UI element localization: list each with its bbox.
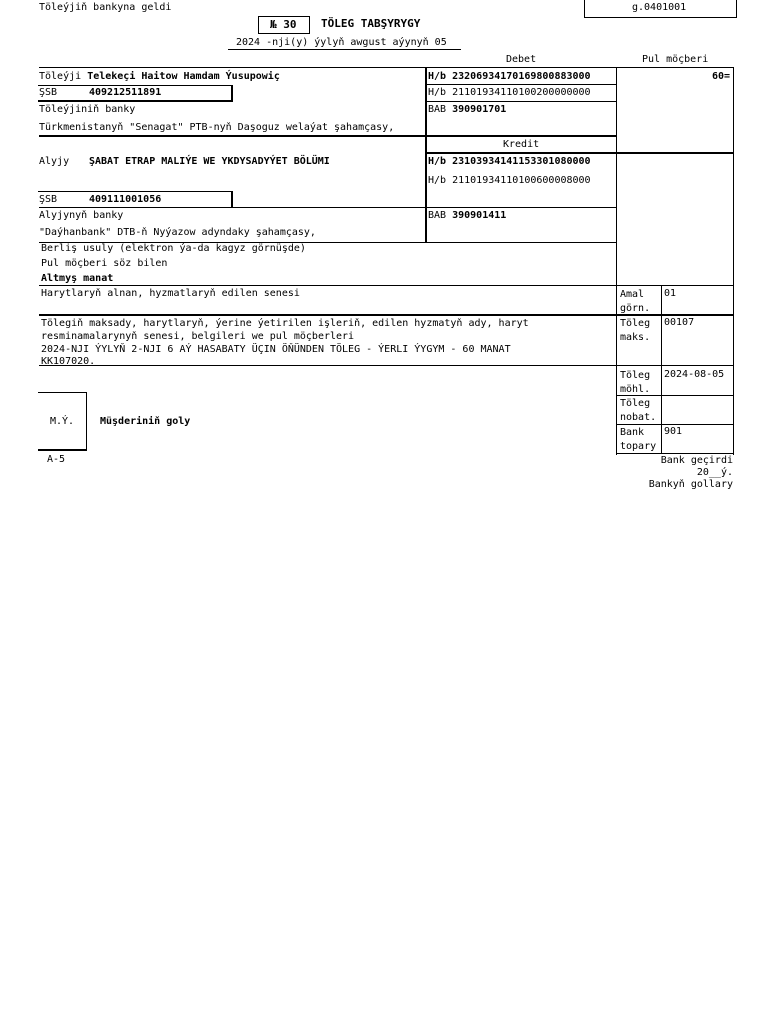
received-label: Töleýjiň bankyna geldi: [39, 2, 172, 13]
payee-corr-row: [428, 175, 591, 187]
doc-number: № 30: [270, 18, 297, 31]
payee-corr-account: 21101934110100600008000: [452, 175, 591, 186]
payee-corr-label: H/b: [428, 175, 447, 186]
grid-top-line: [39, 67, 734, 68]
debit-header: Debet: [506, 54, 537, 65]
grid-vline-middle: [616, 67, 617, 455]
payer-row: [39, 71, 280, 83]
purpose-label: Tölegiň maksady, harytlaryň, ýerine ýetirilen işleriň, edilen hyzmatyň ady, haryt resminamalarynyň senesi, belgileri we pul möçberleri: [41, 318, 529, 342]
payee-account-label: H/b: [428, 156, 447, 167]
payer-bank-name: Türkmenistanyň "Senagat" PTB-nyň Daşoguz welaýat şahamçasy,: [39, 122, 395, 133]
payee-account-row: [428, 156, 591, 168]
grid-vline-left: [425, 67, 427, 243]
date-underline: [228, 49, 461, 50]
payee-bank-name: "Daýhanbank" DTB-ň Nyýazow adyndaky şahamçasy,: [39, 227, 316, 238]
stamp-label: M.Ý.: [50, 416, 75, 427]
form-id: A-5: [47, 454, 66, 465]
grid-line-d: [425, 152, 734, 154]
side-value-operation-type: 01: [664, 288, 677, 299]
payer-corr-row: [428, 87, 591, 99]
side-label-payment-order: Töleg nobat.: [620, 398, 657, 423]
payer-ssb: 409212511891: [89, 87, 162, 98]
side-value-payment-purpose: 00107: [664, 317, 695, 328]
side-label-bank-group: Bank topary: [620, 427, 657, 452]
payer-account-label: H/b: [428, 71, 447, 82]
payee-bank-label: Alyjynyň banky: [39, 210, 124, 221]
side-value-bank-group: 901: [664, 426, 683, 437]
purpose-text: 2024-NJI ÝYLYŇ 2-NJI 6 AÝ HASABATY ÜÇIN ÖŇÜNDEN TÖLEG - ÝERLI ÝYGYM - 60 MANAT KK107020.: [41, 344, 511, 367]
grid-line-b: [425, 101, 616, 102]
side-label-operation-type: Amal görn.: [620, 289, 651, 314]
payee-ssb-label: ŞSB: [39, 194, 58, 205]
side-vline-top: [661, 285, 662, 365]
bank-processed-label: Bank geçirdi: [660, 455, 733, 466]
payee-bab-label: BAB: [428, 210, 447, 221]
bank-year-blank: 20__ý.: [696, 467, 733, 478]
payment-amount: 60=: [712, 71, 731, 82]
payer-corr-account: 21101934110100200000000: [452, 87, 591, 98]
doc-date: 2024 -nji(y) ýylyň awgust aýynyň 05: [236, 37, 447, 48]
payee-bab-row: [428, 210, 506, 222]
bank-signatures-label: Bankyň gollary: [648, 479, 733, 490]
client-signature-label: Müşderiniň goly: [100, 416, 191, 427]
grid-line-a: [425, 84, 616, 85]
payer-bank-label: Töleýjiniň banky: [39, 104, 136, 115]
doc-title: TÖLEG TABŞYRYGY: [321, 17, 421, 30]
side-label-payment-purpose: Töleg maks.: [620, 318, 651, 343]
grid-line-g: [39, 285, 734, 286]
goods-date-label: Harytlaryň alnan, hyzmatlaryň edilen senesi: [41, 288, 300, 299]
grid-line-e: [425, 207, 616, 208]
delivery-method: Berliş usuly (elektron ýa-da kagyz görnüşde): [41, 243, 306, 254]
grid-vline-right: [733, 67, 734, 455]
form-code: g.0401001: [632, 2, 687, 13]
grid-line-c: [39, 135, 617, 137]
payer-label: Töleýji: [39, 71, 82, 82]
payer-name: Telekeçi Haitow Hamdam Ýusupowiç: [87, 71, 280, 82]
payer-corr-label: H/b: [428, 87, 447, 98]
credit-header: Kredit: [503, 139, 540, 150]
payee-label: Alyjy: [39, 156, 70, 167]
amount-header: Pul möçberi: [642, 54, 709, 65]
side-vline-bottom: [661, 366, 662, 454]
payee-bab: 390901411: [452, 210, 507, 221]
payer-bab-label: BAB: [428, 104, 447, 115]
payer-account-row: [428, 71, 591, 83]
amount-words: Altmyş manat: [41, 273, 114, 284]
side-value-payment-term: 2024-08-05: [664, 369, 725, 380]
amount-words-label: Pul möçberi söz bilen: [41, 258, 168, 269]
payer-bab-row: [428, 104, 506, 116]
payer-ssb-label: ŞSB: [39, 87, 58, 98]
payee-ssb-underline: [39, 207, 425, 208]
payee-ssb: 409111001056: [89, 194, 162, 205]
payer-account: 23206934170169800883000: [452, 71, 591, 82]
payee-name: ŞABAT ETRAP MALIÝE WE YKDYSADYÝET BÖLÜMI: [89, 156, 330, 167]
side-label-payment-term: Töleg möhl.: [620, 370, 651, 395]
payee-account: 23103934141153301080000: [452, 156, 591, 167]
payer-bab: 390901701: [452, 104, 507, 115]
